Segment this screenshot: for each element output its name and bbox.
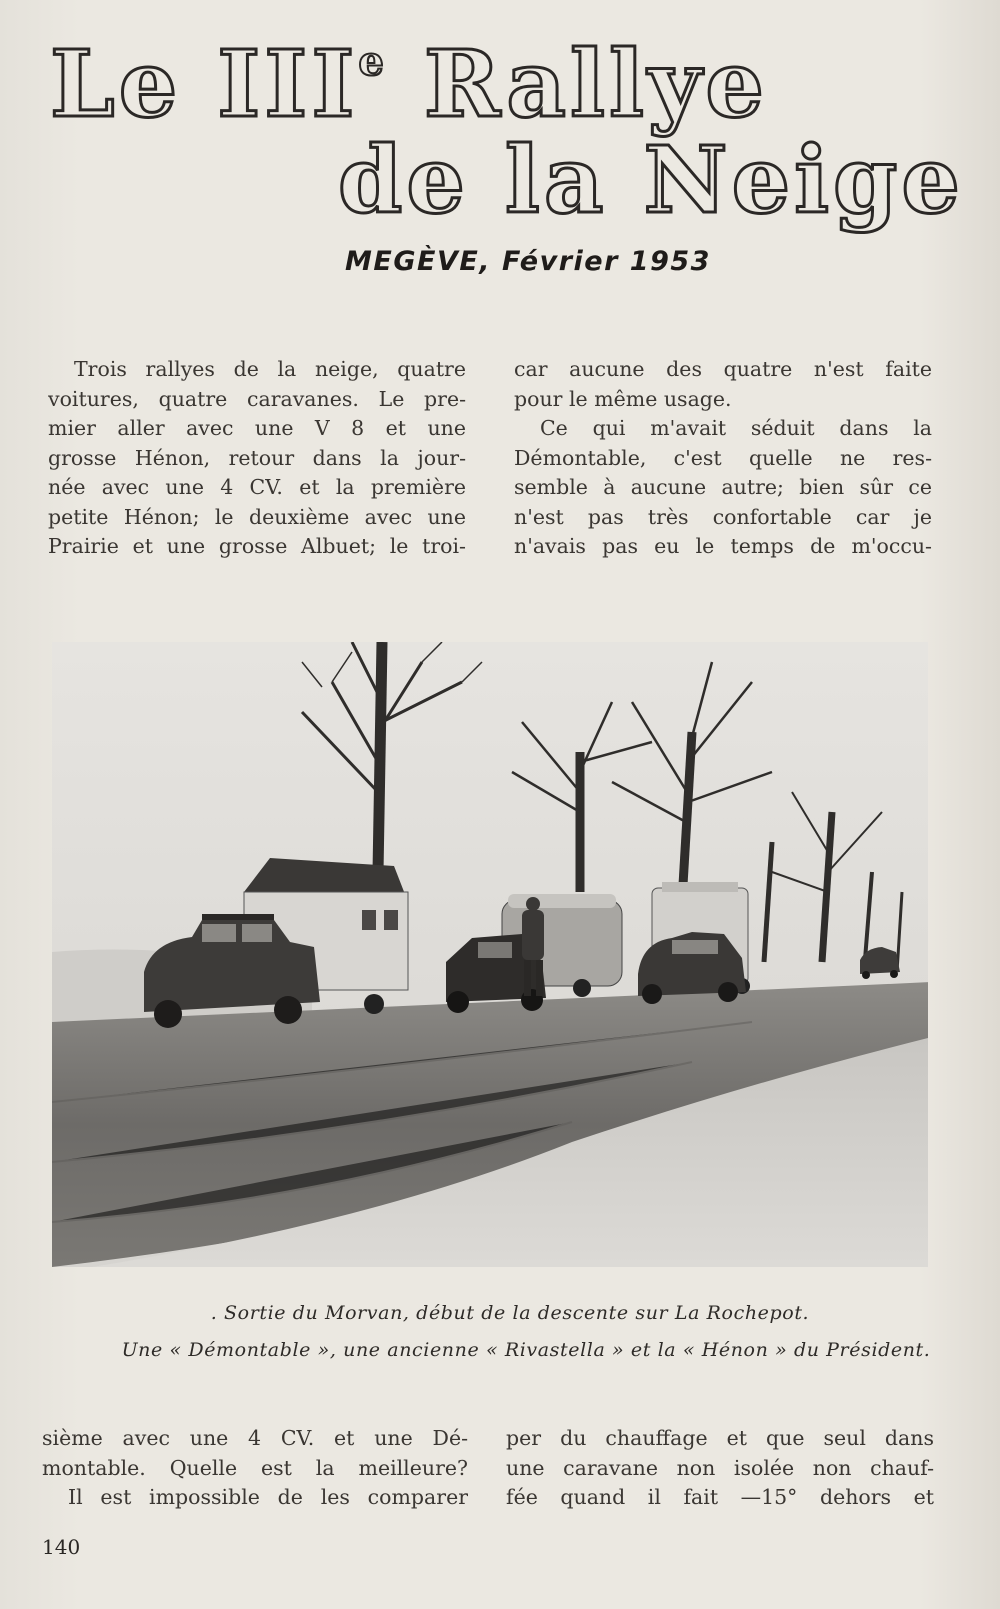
photo-caption-line-2: Une « Démontable », une ancienne « Rivastella » et la « Hénon » du Président. bbox=[121, 1339, 931, 1361]
text-line: Prairie et une grosse Albuet; le troi- bbox=[48, 534, 466, 558]
text-line: n'avais pas eu le temps de m'occu- bbox=[514, 534, 932, 558]
title-part-le-iii: Le III bbox=[50, 30, 359, 138]
text-line: Démontable, c'est quelle ne res- bbox=[514, 445, 932, 470]
photograph-illustration bbox=[52, 642, 928, 1267]
title-superscript: e bbox=[358, 38, 388, 85]
article-subtitle: MEGÈVE, Février 1953 bbox=[345, 246, 711, 277]
text-line: née avec une 4 CV. et la première bbox=[48, 475, 466, 499]
text-line: sième avec une 4 CV. et une Dé- bbox=[42, 1426, 468, 1450]
text-column-4 bbox=[506, 1424, 934, 1513]
text-line: pour le même usage. bbox=[514, 386, 732, 411]
page-number: 140 bbox=[42, 1535, 81, 1559]
text-line: fée quand il fait —15° dehors et bbox=[506, 1485, 934, 1509]
article-title-line-1 bbox=[50, 30, 768, 138]
text-line: per du chauffage et que seul dans bbox=[506, 1426, 934, 1450]
title-part-rallye: Rallye bbox=[387, 30, 768, 138]
text-column-2 bbox=[514, 355, 932, 562]
photograph bbox=[52, 642, 928, 1267]
text-line: mier aller avec une V 8 et une bbox=[48, 416, 466, 440]
text-column-3 bbox=[42, 1424, 468, 1513]
text-line: une caravane non isolée non chauf- bbox=[506, 1455, 934, 1480]
text-line: Il est impossible de les comparer bbox=[68, 1485, 468, 1509]
text-line: n'est pas très confortable car je bbox=[514, 504, 932, 529]
text-line: grosse Hénon, retour dans la jour- bbox=[48, 445, 466, 470]
text-column-1 bbox=[48, 355, 466, 562]
text-line: Trois rallyes de la neige, quatre bbox=[74, 357, 466, 381]
article-title-line-2: de la Neige bbox=[338, 126, 964, 234]
text-line: voitures, quatre caravanes. Le pre- bbox=[48, 386, 466, 411]
text-line: Ce qui m'avait séduit dans la bbox=[540, 416, 932, 440]
text-line: car aucune des quatre n'est faite bbox=[514, 357, 932, 381]
text-line: montable. Quelle est la meilleure? bbox=[42, 1455, 468, 1480]
photo-caption-line-1: . Sortie du Morvan, début de la descente sur La Rochepot. bbox=[210, 1302, 810, 1324]
text-line: semble à aucune autre; bien sûr ce bbox=[514, 475, 932, 499]
text-line: petite Hénon; le deuxième avec une bbox=[48, 504, 466, 529]
